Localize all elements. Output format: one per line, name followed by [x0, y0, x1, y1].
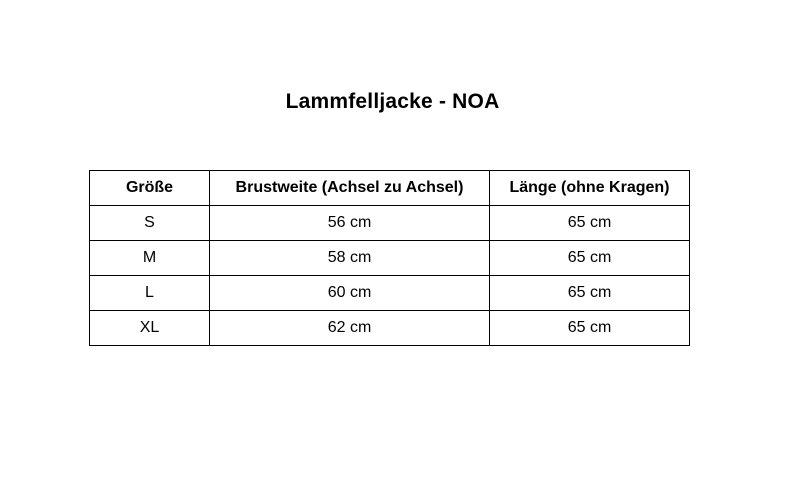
table-row	[90, 311, 690, 346]
header-size: Größe	[90, 171, 210, 206]
cell-length: 65 cm	[490, 241, 690, 276]
cell-chest-width: 60 cm	[210, 276, 490, 311]
size-chart-table	[89, 170, 690, 346]
cell-size: S	[90, 206, 210, 241]
cell-length: 65 cm	[490, 276, 690, 311]
header-length: Länge (ohne Kragen)	[490, 171, 690, 206]
cell-chest-width: 58 cm	[210, 241, 490, 276]
cell-size: M	[90, 241, 210, 276]
table-row	[90, 206, 690, 241]
page-title: Lammfelljacke - NOA	[285, 90, 500, 113]
cell-chest-width: 62 cm	[210, 311, 490, 346]
cell-length: 65 cm	[490, 311, 690, 346]
header-chest-width: Brustweite (Achsel zu Achsel)	[210, 171, 490, 206]
table-header-row	[90, 171, 690, 206]
table-row	[90, 276, 690, 311]
cell-size: XL	[90, 311, 210, 346]
cell-size: L	[90, 276, 210, 311]
cell-chest-width: 56 cm	[210, 206, 490, 241]
table-row	[90, 241, 690, 276]
cell-length: 65 cm	[490, 206, 690, 241]
